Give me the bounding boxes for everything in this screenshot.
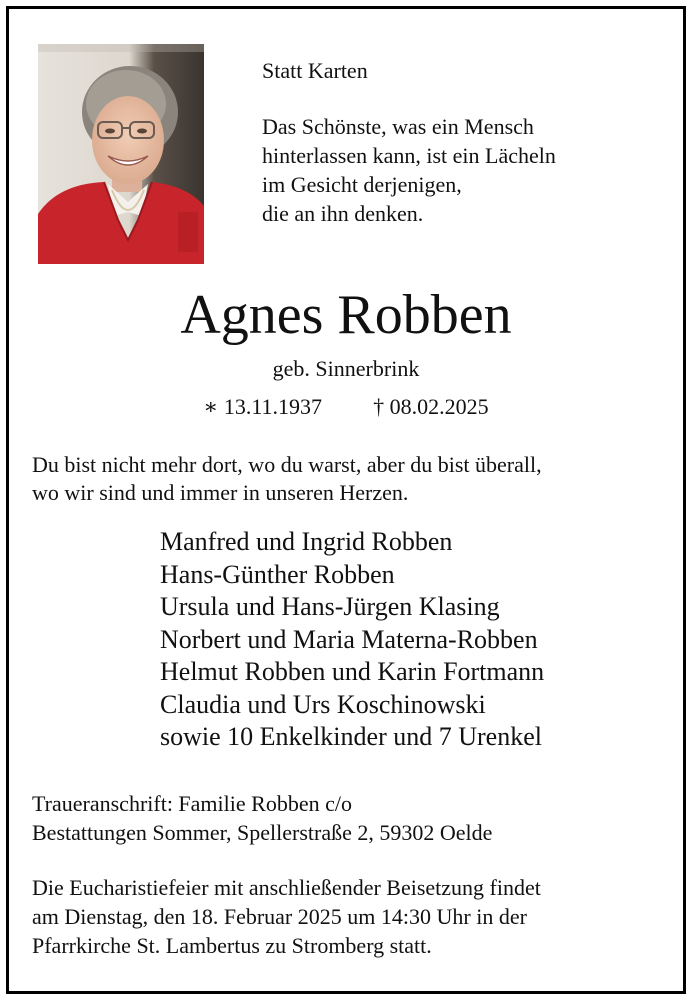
mourner-entry: Manfred und Ingrid Robben	[160, 527, 453, 556]
life-dates	[0, 392, 692, 422]
funeral-service-info	[32, 873, 672, 960]
quote-line: Du bist nicht mehr dort, wo du warst, aber du bist überall,	[32, 452, 542, 477]
mourner-entry: sowie 10 Enkelkinder und 7 Urenkel	[160, 722, 542, 751]
address-line: Bestattungen Sommer, Spellerstraße 2, 59302 Oelde	[32, 820, 493, 845]
verse-line: hinterlassen kann, ist ein Lächeln	[262, 143, 556, 168]
mourner-entry: Ursula und Hans-Jürgen Klasing	[160, 592, 500, 621]
quote-line: wo wir sind und immer in unseren Herzen.	[32, 480, 409, 505]
mourning-address	[32, 789, 672, 847]
service-line: am Dienstag, den 18. Februar 2025 um 14:30 Uhr in der	[32, 904, 527, 929]
mourner-entry: Claudia und Urs Koschinowski	[160, 689, 486, 719]
address-line: Traueranschrift: Familie Robben c/o	[32, 791, 352, 816]
portrait-photo	[38, 44, 204, 264]
mourners-list	[160, 526, 660, 754]
statt-karten-label: Statt Karten	[262, 58, 368, 83]
service-line: Die Eucharistiefeier mit anschließender Beisetzung findet	[32, 875, 541, 900]
birth-star-icon: ∗	[203, 394, 219, 419]
intro-block	[262, 56, 662, 228]
mourner-entry: Norbert und Maria Materna-Robben	[160, 624, 538, 654]
mourner-entry: Helmut Robben und Karin Fortmann	[160, 657, 545, 686]
death-date: 08.02.2025	[389, 394, 489, 419]
birth-name: geb. Sinnerbrink	[272, 356, 420, 381]
quote-block	[32, 451, 672, 507]
service-line: Pfarrkirche St. Lambertus zu Stromberg statt.	[32, 933, 432, 958]
verse-line: die an ihn denken.	[262, 201, 424, 226]
verse-line: im Gesicht derjenigen,	[262, 172, 462, 197]
death-cross-icon: †	[373, 394, 385, 419]
deceased-name: Agnes Robben	[180, 284, 512, 346]
mourner-entry: Hans-Günther Robben	[160, 559, 395, 589]
verse-line: Das Schönste, was ein Mensch	[262, 114, 534, 139]
birth-date: 13.11.1937	[223, 394, 323, 419]
